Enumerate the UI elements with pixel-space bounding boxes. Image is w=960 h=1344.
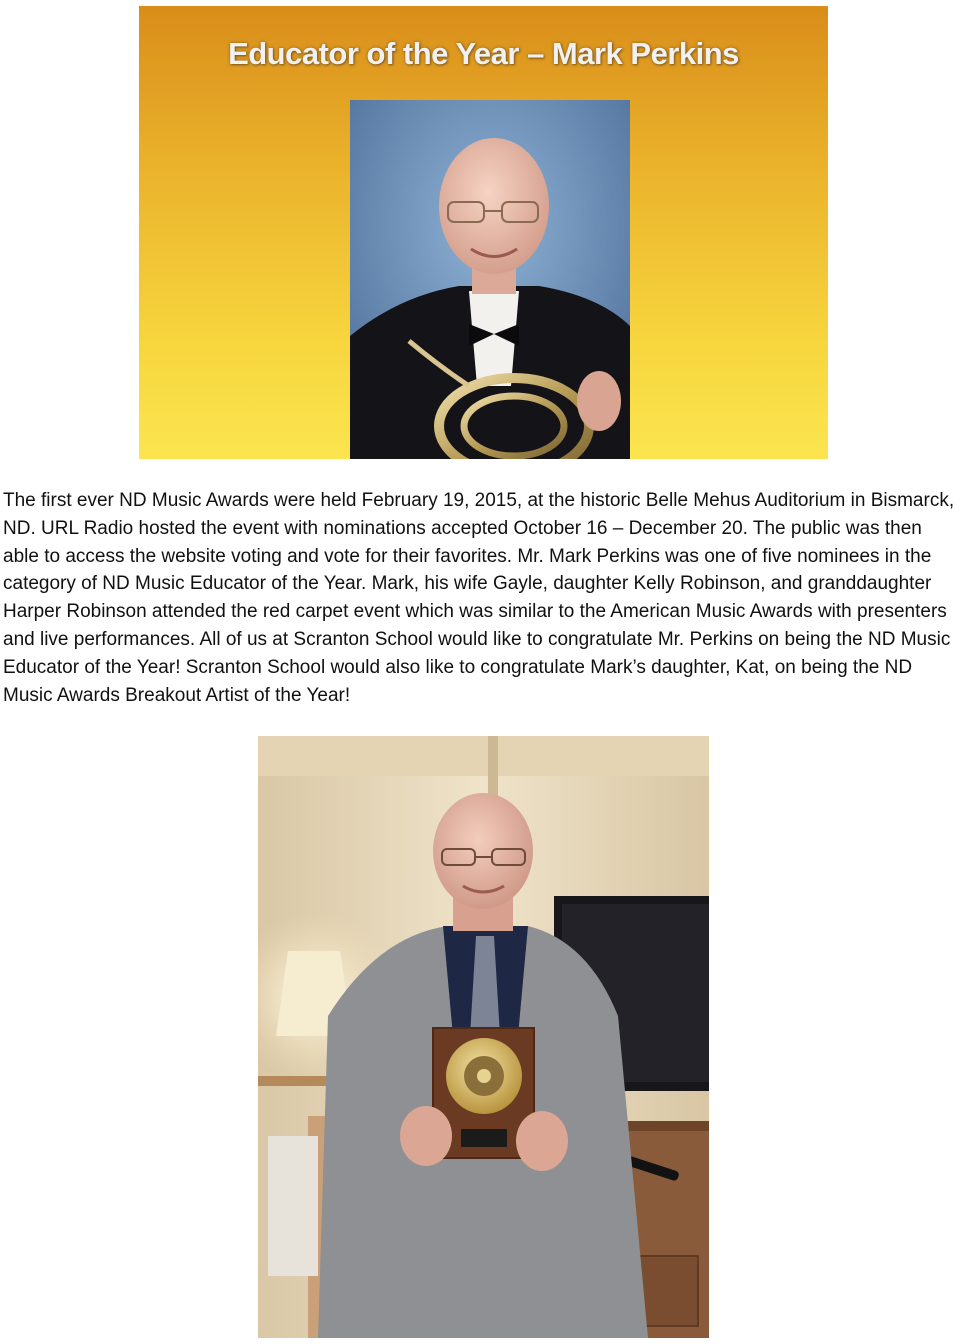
article-paragraph: The first ever ND Music Awards were held February 19, 2015, at the historic Belle Mehus Auditorium in Bismarck, ND. URL Radio hosted the event with nominations accepted October 16 – December 20. The public was then able to access the website voting and vote for their favorites. Mr. Mark Perkins was one of five nominees in the category of ND Music Educator of the Year. Mark, his wife Gayle, daughter Kelly Robinson, and granddaughter Harper Robinson attended the red carpet event which was similar to the American Music Awards with presenters and live performances. All of us at Scranton School would like to congratulate Mr. Perkins on being the ND Music Educator of the Year! Scranton School would also like to congratulate Mark’s daughter, Kat, on being the ND Music Awards Breakout Artist of the Year! [3,490,955,706]
award-photo [258,736,709,1338]
slide-title: Educator of the Year – Mark Perkins [228,36,739,71]
slide-photo [139,6,828,459]
award-photo-image [258,736,709,1338]
slide-photo-image [139,6,828,459]
